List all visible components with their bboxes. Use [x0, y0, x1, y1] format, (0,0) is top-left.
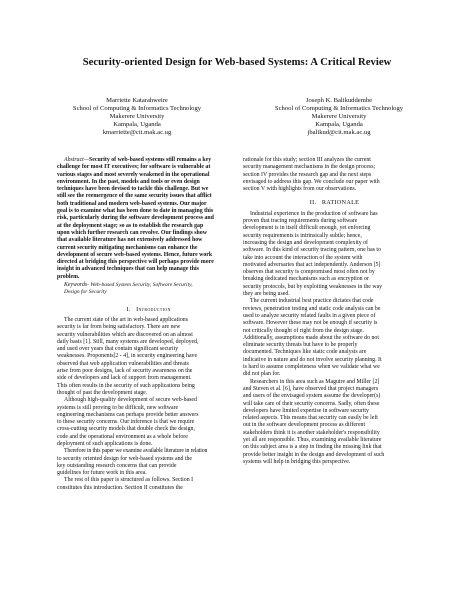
- text-line: software. However these may not be enough if security is: [243, 320, 378, 327]
- abstract-line: both traditional and modern web-based systems. Our major: [57, 200, 207, 207]
- text-line: cross-cutting security models that double check the design,: [57, 426, 195, 433]
- text-line: increasing the design and development complexity of: [243, 239, 368, 246]
- text-line: proven that tracing requirements during software: [243, 218, 358, 225]
- text-line: take into account the interaction of the system with: [243, 254, 363, 261]
- text-line: to these security concerns. Our inference is that we require: [57, 419, 195, 426]
- text-line: key outstanding research concerns that can provide: [57, 462, 177, 469]
- text-line: systems is still proving to be difficult, new software: [57, 404, 179, 411]
- author-name: Marriette Katarahweire: [106, 97, 168, 104]
- abstract-line: insight in advanced techniques that can help manage this: [57, 266, 199, 273]
- abstract-line: directed at bridging this perspective will perhaps provide more: [57, 259, 214, 266]
- paragraph: [243, 298, 426, 378]
- abstract-line: risk, particularly during the software development process and: [57, 215, 214, 222]
- text-line: and Steven et al. [6], have observed that project managers: [243, 385, 379, 392]
- text-line: security is far from being satisfactory. There are new: [57, 324, 181, 331]
- keywords-text: - Web-based System Security, Software Security,: [87, 282, 193, 289]
- text-line: developers have limited expertise in software security: [243, 407, 369, 414]
- author-email: jbalikud@cit.mak.ac.ug: [307, 129, 371, 137]
- text-line: security protocols, but by exploiting weaknesses in the way: [243, 283, 383, 290]
- paragraph: [243, 157, 426, 193]
- text-line: systems will help in bridging this perspective.: [243, 458, 351, 465]
- text-line: Industrial experience in the production of software has: [250, 210, 378, 217]
- text-line: Researchers in this area such as Maguire and Miller [2]: [250, 378, 380, 385]
- text-line: not critically thought of right from the design stage.: [243, 327, 364, 334]
- abstract-line: development of secure web-based systems. Hence, future work: [57, 251, 213, 258]
- left-column: [57, 157, 240, 492]
- paragraph: [243, 379, 426, 467]
- author-org: Makerere University: [109, 113, 165, 121]
- text-line: yet all are responsible. Thus, examining available literature: [243, 436, 382, 443]
- text-line: code and the operational environment as a whole before: [57, 433, 188, 440]
- text-line: engineering mechanisms can perhaps provide better answers: [57, 411, 199, 418]
- keywords-label: Keywords: [64, 282, 88, 289]
- text-line: The current industrial best practice dictates that code: [250, 298, 374, 305]
- text-line: eliminate security threats but have to be properly: [243, 342, 358, 349]
- text-line: software. In this kind of security tracing pattern, one has to: [243, 247, 381, 254]
- text-line: did not plan for.: [243, 371, 281, 378]
- text-line: reviews, penetration testing and static code analysis can be: [243, 305, 381, 312]
- text-line: guidelines for future work in this area.: [57, 470, 147, 477]
- text-line: observes that security is compromised most often not by: [243, 269, 375, 276]
- text-line: motivated adversaries that act independently. Anderson [5]: [243, 261, 381, 268]
- author-city: Kampala, Uganda: [315, 121, 363, 129]
- text-line: will take care of their security concerns. Sadly, often these: [243, 400, 380, 407]
- keywords-text: Design for Security: [64, 289, 107, 296]
- text-line: used to analyze security related faults in a given piece of: [243, 312, 376, 319]
- author-block-1: [52, 97, 222, 137]
- text-line: Therefore in this paper we examine available literature in relation: [64, 448, 208, 455]
- paragraph: [57, 397, 240, 448]
- abstract-line: challenge for most IT executives; for software is vulnerable at: [57, 164, 211, 171]
- abstract-line: environment. In the past, models and tools or even design: [57, 178, 200, 185]
- text-line: to security oriented design for web-based systems and the: [57, 455, 193, 462]
- text-line: is hard to assume completeness when we validate what we: [243, 364, 380, 371]
- abstract-line: Security of web-based systems still remains a key: [89, 157, 212, 163]
- author-email: kmarriette@cit.mak.ac.ug: [102, 129, 172, 137]
- text-line: arise from poor designs, lack of security awareness on the: [57, 368, 193, 375]
- text-line: on this subject area is a step in finding the missing link that: [243, 444, 382, 451]
- text-line: documented. Techniques like static code analysis are: [243, 349, 367, 356]
- text-line: Additionally, assumptions made about the software do not: [243, 334, 379, 341]
- text-line: they are being used.: [243, 291, 290, 298]
- text-line: indicative in nature and do not involve security planning. It: [243, 356, 382, 363]
- text-line: constitutes this introduction. Section II constitutes the: [57, 484, 183, 491]
- section-number: II.: [309, 199, 317, 207]
- abstract-line: upon which further research can revolve. Our findings show: [57, 229, 207, 236]
- section-heading: [243, 199, 426, 206]
- text-line: observed that web application vulnerabilities and threats: [57, 360, 189, 367]
- text-line: The current state of the art in web-based applications: [64, 316, 188, 323]
- author-org: Makerere University: [311, 113, 367, 121]
- text-line: The rest of this paper is structured as follows. Section I: [64, 477, 194, 484]
- section-title: Introduction: [136, 305, 171, 313]
- abstract-line: that available literature has not extensively addressed how: [57, 237, 203, 244]
- text-line: rationale for this study; section III analyzes the current: [243, 157, 371, 163]
- abstract-label: Abstract: [64, 157, 84, 163]
- text-line: section IV provides the research gap and the next steps: [243, 171, 372, 178]
- author-dept: School of Computing & Informatics Technology: [72, 105, 202, 113]
- paragraph: [57, 448, 240, 477]
- text-line: security requirements is intrinsically subtle; hence,: [243, 232, 362, 239]
- text-line: breaking dedicated mechanisms such as encryption or: [243, 276, 369, 283]
- author-city: Kampala, Uganda: [113, 121, 161, 129]
- text-line: security vulnerabilities which are discovered on an almost: [57, 331, 193, 338]
- right-column: [243, 157, 426, 466]
- author-name: Joseph K. Balikuddembe: [305, 97, 373, 104]
- author-block-2: [254, 97, 424, 137]
- text-line: related aspects. This means that security can easily be left: [243, 415, 378, 422]
- section-title: RATIONALE: [321, 199, 360, 207]
- abstract-line: problem.: [57, 273, 80, 280]
- text-line: section V with highlights from our observations.: [243, 186, 357, 193]
- section-heading: [57, 306, 240, 313]
- text-line: out in the software development process as different: [243, 422, 366, 429]
- text-line: daily basis [1]. Still, many systems are developed, deployed,: [57, 338, 199, 345]
- abstract-line: techniques have been devised to tackle this challenge. But we: [57, 186, 209, 193]
- text-line: and users of the envisaged system assume the developer(s): [243, 393, 381, 400]
- text-line: security management mechanisms in the design process;: [243, 164, 376, 171]
- paragraph: [57, 317, 240, 397]
- abstract-dash: —: [83, 157, 90, 163]
- text-line: stakeholders think it is another stakeholder's responsibility: [243, 429, 380, 436]
- paragraph: [243, 211, 426, 299]
- abstract-line: goal is to examine what has been done to date in managing this: [57, 208, 214, 215]
- paragraph: [57, 477, 240, 492]
- abstract-line: still see the reemergence of the same security issues that afflict: [57, 193, 212, 200]
- text-line: and used over years that contain significant security: [57, 346, 179, 353]
- text-line: thought of past the development stage.: [57, 389, 148, 396]
- section-number: I.: [126, 305, 131, 313]
- author-dept: School of Computing & Informatics Technology: [274, 105, 404, 113]
- text-line: This often results in the security of such applications being: [57, 382, 195, 389]
- text-line: Although high-quality development of secure web-based: [64, 397, 197, 404]
- text-line: deployment of such applications is done.: [57, 440, 153, 447]
- text-line: development is in itself difficult enough, yet enforcing: [243, 225, 371, 232]
- text-line: envisaged to address this gap. We conclude our paper with: [243, 178, 380, 185]
- abstract-line: various stages and most severely weakened in the operational: [57, 171, 210, 178]
- text-line: weaknesses. Proponents[2 - 4], in security engineering have: [57, 353, 198, 360]
- text-line: provide better insight in the design and development of such: [243, 451, 385, 458]
- paper-title: Security-oriented Design for Web-based Systems: A Critical Review: [82, 57, 392, 68]
- text-line: side of developers and lack of support from management.: [57, 375, 192, 382]
- keywords: [57, 282, 240, 297]
- abstract: [57, 157, 240, 281]
- abstract-line: at the deployment stage; so as to establish the research gap: [57, 222, 204, 229]
- abstract-line: current security mitigating mechanisms can enhance the: [57, 244, 198, 251]
